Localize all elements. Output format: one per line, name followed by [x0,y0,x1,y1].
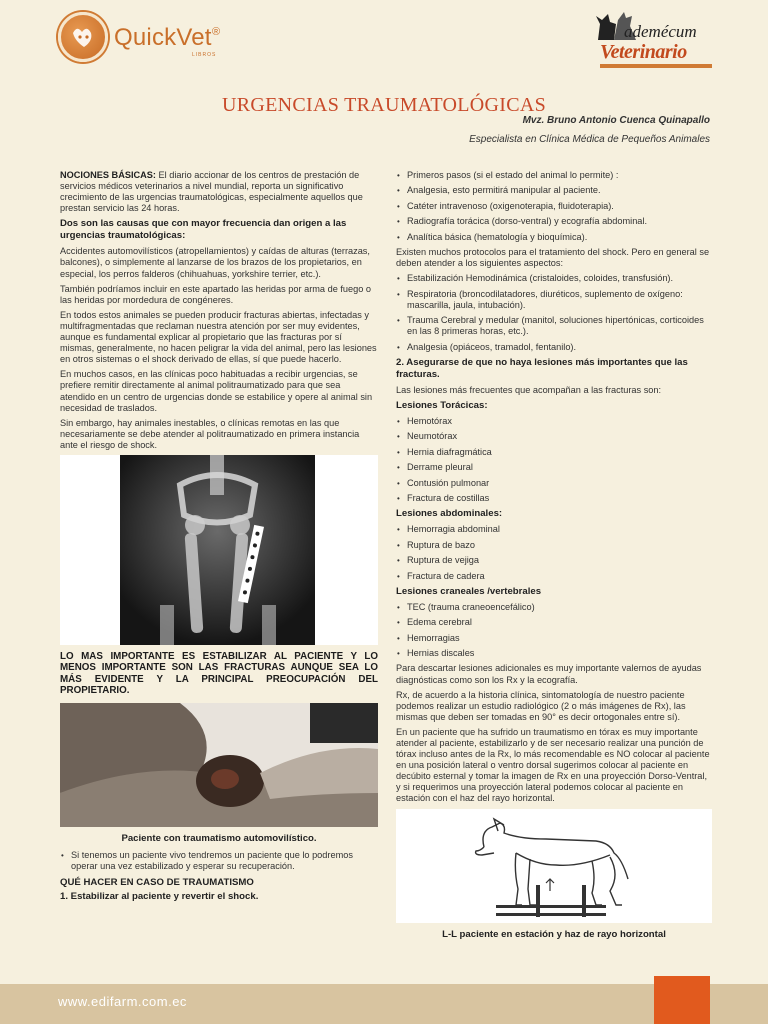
list-item: • Primeros pasos (si el estado del animal lo permite) : [396,170,712,181]
list-item: • Ruptura de bazo [396,540,712,551]
thoracic-heading: Lesiones Torácicas: [396,399,488,411]
list-item: • Hernia diafragmática [396,447,712,458]
dog-diagram [396,809,712,923]
page-footer [0,984,768,1024]
xray-image [120,455,315,645]
intro-paragraph [60,170,378,214]
wounds-paragraph: También podríamos incluir en este apartado las heridas por arma de fuego o las heridas por mordedura de congéneres. [60,283,372,305]
list-item: • Ruptura de vejiga [396,555,712,566]
list-item: • Analítica básica (hematología y bioquímica). [396,232,712,243]
left-column [60,170,378,907]
list-item: • Edema cerebral [396,617,712,628]
list-item: • Respiratoria (broncodilatadores, diuréticos, suplemento de oxígeno: mascarilla, jaula, intubación). [396,289,712,311]
cranial-list [396,602,712,659]
rx-paragraph-2: Rx, de acuerdo a la historia clínica, sintomatología de nuestro paciente podemos realizar un estudio radiológico (2 o más imágenes de Rx), las mismas que deben ser tomadas en 90° es decir ortogonales entre sí). [396,689,686,722]
article-title: URGENCIAS TRAUMATOLÓGICAS [221,94,546,116]
dog-caption: L-L paciente en estación y haz de rayo horizontal [442,928,666,940]
step1-heading: 1. Estabilizar al paciente y revertir el shock. [60,890,259,902]
list-item: • Analgesia, esto permitirá manipular al paciente. [396,185,712,196]
causes-heading: Dos son las causas que con mayor frecuencia dan origen a las urgencias traumatológicas: [60,218,347,242]
dog-xray-stand-illustration [396,809,712,923]
list-item: • Contusión pulmonar [396,478,712,489]
protocols-paragraph: Existen muchos protocolos para el tratamiento del shock. Pero en general se deben atender a los siguientes aspectos: [396,246,710,269]
causes-paragraph: Accidentes automovilísticos (atropellamientos) y caídas de alturas (terrazas, balcones), o simplemente al lanzarse de los brazos de los propietarios, en especial, los perros falderos (chihuahuas, yorkshire terrier, etc.). [60,246,370,279]
list-item: • TEC (trauma craneoencefálico) [396,602,712,613]
list-item: • Catéter intravenoso (oxigenoterapia, fluidoterapia). [396,201,712,212]
list-item: • Si tenemos un paciente vivo tendremos un paciente que lo podremos operar una vez estabilizado y esperar su recuperación. [60,850,378,872]
list-item: • Analgesia (opiáceos, tramadol, fentanilo). [396,342,712,353]
brand-sub: LIBROS [192,52,217,58]
vademecum-top: ademécum [624,22,697,41]
list-item: • Fractura de costillas [396,493,712,504]
first-steps-list [396,170,712,243]
list-item: • Hernias discales [396,648,712,659]
list-item: • Trauma Cerebral y medular (manitol, soluciones hipertónicas, corticoides en las 8 primeras horas, etc.). [396,315,712,337]
frequent-paragraph: Las lesiones más frecuentes que acompañan a las fracturas son: [396,384,662,395]
right-column [396,170,712,946]
referral-paragraph: En muchos casos, en las clínicas poco habituadas a recibir urgencias, se prefiere remitir directamente al animal politraumatizado para que sea atendido en un centro de urgencias donde se estabilice y opere al animal sin necesidad de traslados. [60,369,373,413]
xray-figure [60,455,378,645]
list-item: • Estabilización Hemodinámica (cristaloides, coloides, transfusión). [396,273,712,284]
list-item: • Hemorragia abdominal [396,524,712,535]
brand-name: QuickVet [114,24,212,51]
cranial-heading: Lesiones craneales /vertebrales [396,585,542,597]
quickvet-logo-icon [58,12,108,62]
aspects-list [396,273,712,352]
list-item: • Hemorragias [396,633,712,644]
abdominal-list [396,524,712,581]
article-author: Mvz. Bruno Antonio Cuenca Quinapallo [522,115,710,126]
list-item: • Derrame pleural [396,462,712,473]
abdominal-heading: Lesiones abdominales: [396,508,503,520]
brand-registered: ® [212,26,221,38]
vademecum-bottom: Veterinario [600,41,687,63]
rx-paragraph-3: En un paciente que ha sufrido un traumatismo en tórax es muy importante atender al paciente, estabilizarlo y de ser necesario realizar una punción de tórax incluso antes de la Rx, lo más recomendable es NO colocar al paciente en una posición lateral o ventro dorsal sugerimos colocar al paciente en decúbito esternal y tomar la imagen de Rx en una proyección Dorso-Ventral, y si requerimos una proyección lateral podemos colocar al paciente en estación con el haz del rayo horizontal. [396,726,710,804]
vademecum-underline [600,64,712,68]
unstable-paragraph: Sin embargo, hay animales inestables, o clínicas remotas en las que necesariamente se debe atender al politraumatizado en primera instancia ante el riesgo de shock. [60,417,360,450]
footer-accent-box [654,976,710,1024]
intro-text: El diario accionar de los centros de prestación de servicios médicos veterinarios a nivel mundial, reporta un significativo crecimiento de las urgencias traumatológicas, especialmente aquellos que prestan servicio las 24 horas. [60,170,363,214]
fractures-paragraph: En todos estos animales se pueden producir fracturas abiertas, infectadas y multifragmentadas que reclaman nuestra atención por ser muy evidentes, aunque es fundamental explicar al propietario que las fracturas por sí mismas, generalmente, no hacen peligrar la vida del animal, pero las lesiones en otros sistemas o el shock derivado de ellas, sí que puede hacerlo. [60,309,377,365]
step2-heading: 2. Asegurarse de que no haya lesiones más importantes que las fracturas. [396,356,688,380]
rx-paragraph-1: Para descartar lesiones adicionales es muy importante valernos de ayudas diagnósticas como son los Rx y la ecografía. [396,663,702,685]
list-item: • Fractura de cadera [396,571,712,582]
page-header [0,0,768,80]
list-item: • Radiografía torácica (dorso-ventral) y ecografía abdominal. [396,216,712,227]
intro-lead: NOCIONES BÁSICAS: [60,170,156,180]
author-specialty: Especialista en Clínica Médica de Pequeños Animales [469,134,710,145]
list-item: • Neumotórax [396,431,712,442]
key-message: LO MAS IMPORTANTE ES ESTABILIZAR AL PACIENTE Y LO MENOS IMPORTANTE SON LAS FRACTURAS AUNQUE SEA LO MÁS EVIDENTE Y LA PRINCIPAL PREOCUPACIÓN DEL PROPIETARIO. [60,650,378,697]
vademecum-logo [588,8,718,68]
photo-caption: Paciente con traumatismo automovilístico. [121,832,317,844]
footer-url[interactable]: www.edifarm.com.ec [58,994,187,1009]
list-item: • Hemotórax [396,416,712,427]
live-patient-list [60,850,378,872]
what-to-do-heading: QUÉ HACER EN CASO DE TRAUMATISMO [60,876,254,888]
thoracic-list [396,416,712,504]
patient-photo [60,703,378,827]
